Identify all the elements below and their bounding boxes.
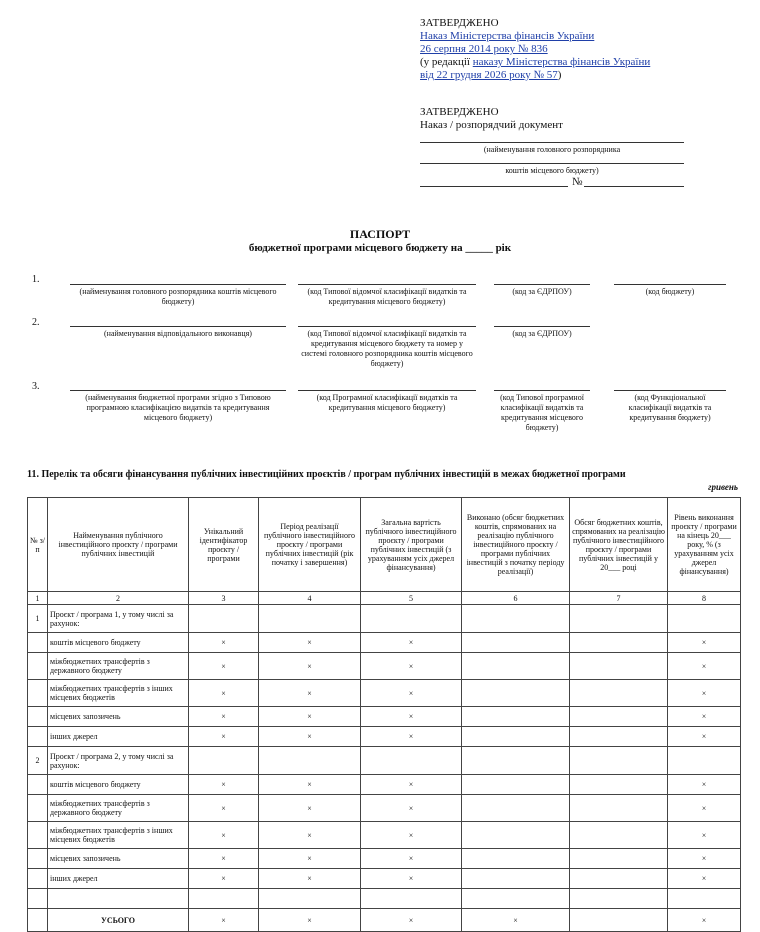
table-cell: × bbox=[668, 633, 741, 653]
source-row bbox=[28, 795, 741, 822]
table-cell: Проєкт / програма 1, у тому числі за рахунок: bbox=[48, 605, 189, 633]
table-cell bbox=[189, 605, 259, 633]
order-date-link[interactable]: 26 серпня 2014 року № 836 bbox=[420, 43, 548, 55]
table-cell bbox=[28, 849, 48, 869]
table-cell: × bbox=[361, 795, 462, 822]
table-cell: × bbox=[189, 849, 259, 869]
table-cell bbox=[361, 747, 462, 775]
table-cell bbox=[462, 605, 570, 633]
table-cell bbox=[570, 795, 668, 822]
header-cell: Унікальний ідентифікатор проєкту / програми bbox=[189, 498, 259, 592]
table-cell bbox=[570, 889, 668, 909]
table-cell bbox=[28, 680, 48, 707]
approval-second-subtitle: Наказ / розпорядчий документ bbox=[420, 119, 563, 131]
table-cell: × bbox=[259, 822, 361, 849]
source-row bbox=[28, 775, 741, 795]
table-cell bbox=[462, 869, 570, 889]
table-cell bbox=[570, 822, 668, 849]
manager-caption-2: коштів місцевого бюджету) bbox=[505, 166, 599, 175]
table-cell bbox=[259, 889, 361, 909]
header-cell: Рівень виконання проєкту / програми на кінець 20___ року, % (з урахуванням усіх джерел фінансування) bbox=[668, 498, 741, 592]
source-row bbox=[28, 653, 741, 680]
field-line bbox=[70, 326, 286, 327]
table-cell bbox=[361, 889, 462, 909]
table-cell bbox=[570, 747, 668, 775]
manager-line-1 bbox=[420, 142, 684, 143]
section-title: 11. Перелік та обсяги фінансування публічних інвестиційних проєктів / програм публічних інвестицій в межах бюджетної програми bbox=[27, 469, 626, 480]
table-cell bbox=[668, 605, 741, 633]
passport-subtitle: бюджетної програми місцевого бюджету на _____ рік bbox=[248, 242, 512, 254]
table-cell bbox=[570, 680, 668, 707]
table-cell bbox=[462, 633, 570, 653]
table-cell: інших джерел bbox=[48, 869, 189, 889]
header-cell: Обсяг бюджетних коштів, спрямованих на реалізацію публічного інвестиційного проєкту / програми публічних інвестицій у 20___ році bbox=[570, 498, 668, 592]
table-cell bbox=[259, 747, 361, 775]
table-cell bbox=[28, 795, 48, 822]
table-cell: × bbox=[462, 909, 570, 932]
edition-date-link[interactable]: від 22 грудня 2026 року № 57 bbox=[420, 69, 558, 81]
table-cell: × bbox=[259, 775, 361, 795]
table-cell: коштів місцевого бюджету bbox=[48, 775, 189, 795]
edition-order-link[interactable]: наказу Міністерства фінансів України bbox=[472, 56, 651, 68]
edition-suffix: ) bbox=[557, 69, 562, 81]
field-caption: (найменування головного розпорядника коштів місцевого бюджету) bbox=[79, 287, 277, 306]
column-number-cell: 5 bbox=[361, 592, 462, 605]
field-line bbox=[494, 326, 590, 327]
table-cell bbox=[462, 747, 570, 775]
table-cell bbox=[462, 889, 570, 909]
table-cell: × bbox=[189, 775, 259, 795]
table-cell: міжбюджетних трансфертів з інших місцевих бюджетів bbox=[48, 680, 189, 707]
empty-row bbox=[28, 889, 741, 909]
table-cell: × bbox=[668, 680, 741, 707]
table-cell: × bbox=[259, 795, 361, 822]
column-number-cell: 4 bbox=[259, 592, 361, 605]
table-cell: × bbox=[668, 707, 741, 727]
table-cell bbox=[189, 747, 259, 775]
field-line bbox=[298, 390, 476, 391]
column-number-cell: 8 bbox=[668, 592, 741, 605]
header-row bbox=[28, 498, 741, 592]
field-caption: (код за ЄДРПОУ) bbox=[512, 287, 572, 296]
table-cell: міжбюджетних трансфертів з державного бюджету bbox=[48, 653, 189, 680]
table-cell: × bbox=[259, 680, 361, 707]
number-line bbox=[584, 186, 684, 187]
table-cell: × bbox=[361, 727, 462, 747]
table-cell bbox=[570, 633, 668, 653]
field-caption: (код Типової відомчої класифікації видатків та кредитування місцевого бюджету та номер у системі головного розпорядника коштів місцевого бюджету) bbox=[301, 329, 473, 368]
projects-table bbox=[27, 497, 741, 932]
source-row bbox=[28, 869, 741, 889]
table-cell: × bbox=[259, 653, 361, 680]
table-cell bbox=[570, 707, 668, 727]
table-cell: × bbox=[668, 869, 741, 889]
table-cell: × bbox=[189, 795, 259, 822]
table-cell: 1 bbox=[28, 605, 48, 633]
table-cell: × bbox=[189, 822, 259, 849]
field-caption: (код Програмної класифікації видатків та кредитування місцевого бюджету) bbox=[316, 393, 458, 412]
table-cell bbox=[462, 680, 570, 707]
header-cell: Загальна вартість публічного інвестиційного проєкту / програми публічних інвестицій (з урахуванням усіх джерел фінансування) bbox=[361, 498, 462, 592]
approval-block bbox=[420, 17, 750, 82]
manager-caption-1: (найменування головного розпорядника bbox=[483, 145, 621, 154]
table-cell bbox=[462, 775, 570, 795]
source-row bbox=[28, 707, 741, 727]
table-cell bbox=[570, 727, 668, 747]
field-caption: (код за ЄДРПОУ) bbox=[512, 329, 572, 338]
table-cell bbox=[570, 849, 668, 869]
doc-line bbox=[420, 186, 568, 187]
edition-prefix: (у редакції bbox=[420, 56, 473, 68]
table-cell: місцевих запозичень bbox=[48, 849, 189, 869]
field-line bbox=[70, 390, 286, 391]
table-cell: × bbox=[668, 795, 741, 822]
source-row bbox=[28, 727, 741, 747]
table-cell bbox=[361, 605, 462, 633]
table-cell: × bbox=[361, 680, 462, 707]
header-cell: Період реалізації публічного інвестиційного проєкту / програми публічних інвестицій (рік початку і завершення) bbox=[259, 498, 361, 592]
project-row bbox=[28, 605, 741, 633]
table-cell: × bbox=[189, 727, 259, 747]
field-line bbox=[298, 326, 476, 327]
source-row bbox=[28, 633, 741, 653]
table-cell: × bbox=[259, 727, 361, 747]
field-caption: (код бюджету) bbox=[645, 287, 695, 296]
table-cell: × bbox=[361, 869, 462, 889]
table-cell: × bbox=[259, 869, 361, 889]
column-number-cell: 2 bbox=[48, 592, 189, 605]
table-cell bbox=[570, 775, 668, 795]
unit-label: гривень bbox=[708, 482, 738, 492]
field-caption: (код Типової програмної класифікації видатків та кредитування місцевого бюджету) bbox=[500, 393, 584, 432]
table-cell: × bbox=[361, 653, 462, 680]
table-cell: × bbox=[668, 775, 741, 795]
field-line bbox=[614, 284, 726, 285]
column-number-row bbox=[28, 592, 741, 605]
table-cell bbox=[462, 795, 570, 822]
column-number-cell: 6 bbox=[462, 592, 570, 605]
field-caption: (код Функціональної класифікації видатків та кредитування бюджету) bbox=[628, 393, 712, 422]
table-cell: інших джерел bbox=[48, 727, 189, 747]
table-cell: × bbox=[189, 869, 259, 889]
table-cell: × bbox=[361, 775, 462, 795]
table-cell bbox=[462, 653, 570, 680]
table-cell bbox=[28, 889, 48, 909]
table-cell: 2 bbox=[28, 747, 48, 775]
column-number-cell: 3 bbox=[189, 592, 259, 605]
field-line bbox=[614, 390, 726, 391]
approval-second-title: ЗАТВЕРДЖЕНО bbox=[420, 106, 499, 118]
table-cell bbox=[28, 653, 48, 680]
table-cell: × bbox=[361, 849, 462, 869]
table-cell bbox=[28, 633, 48, 653]
table-cell bbox=[570, 605, 668, 633]
table-cell: × bbox=[361, 909, 462, 932]
number-sign: № bbox=[572, 176, 583, 188]
table-cell: × bbox=[259, 849, 361, 869]
approval-title: ЗАТВЕРДЖЕНО bbox=[420, 17, 499, 29]
passport-title: ПАСПОРТ bbox=[349, 227, 411, 241]
table-cell bbox=[259, 605, 361, 633]
header-cell: Виконано (обсяг бюджетних коштів, спрямованих на реалізацію публічного інвестиційного проєкту / програми публічних інвестицій з початку періоду реалізації) bbox=[462, 498, 570, 592]
header-cell: № з/п bbox=[28, 498, 48, 592]
table-cell: × bbox=[189, 653, 259, 680]
table-cell bbox=[570, 653, 668, 680]
table-cell: × bbox=[361, 822, 462, 849]
table-cell: × bbox=[668, 822, 741, 849]
field-line bbox=[70, 284, 286, 285]
table-cell: × bbox=[259, 909, 361, 932]
column-number-cell: 1 bbox=[28, 592, 48, 605]
table-cell bbox=[668, 747, 741, 775]
table-cell: × bbox=[189, 633, 259, 653]
field-caption: (найменування бюджетної програми згідно з Типовою програмною класифікацією видатків та кредитування місцевого бюджету) bbox=[85, 393, 271, 422]
header-cell: Найменування публічного інвестиційного проєкту / програми публічних інвестицій bbox=[48, 498, 189, 592]
project-row bbox=[28, 747, 741, 775]
table-cell: × bbox=[668, 849, 741, 869]
source-row bbox=[28, 822, 741, 849]
table-cell: × bbox=[189, 680, 259, 707]
field-line bbox=[298, 284, 476, 285]
table-cell: міжбюджетних трансфертів з державного бюджету bbox=[48, 795, 189, 822]
table-cell bbox=[462, 727, 570, 747]
table-cell bbox=[668, 889, 741, 909]
table-cell: Проєкт / програма 2, у тому числі за рахунок: bbox=[48, 747, 189, 775]
table-cell bbox=[28, 727, 48, 747]
table-cell: УСЬОГО bbox=[48, 909, 189, 932]
table-cell: × bbox=[259, 633, 361, 653]
table-cell bbox=[570, 869, 668, 889]
field-caption: (найменування відповідального виконавця) bbox=[104, 329, 252, 338]
table-cell bbox=[28, 869, 48, 889]
table-cell: × bbox=[668, 653, 741, 680]
table-cell: × bbox=[668, 909, 741, 932]
column-number-cell: 7 bbox=[570, 592, 668, 605]
row-number: 2. bbox=[32, 317, 40, 328]
row-number: 3. bbox=[32, 381, 40, 392]
table-cell: × bbox=[259, 707, 361, 727]
table-cell: × bbox=[361, 633, 462, 653]
manager-line-2 bbox=[420, 163, 684, 164]
table-cell bbox=[28, 775, 48, 795]
table-cell: міжбюджетних трансфертів з інших місцевих бюджетів bbox=[48, 822, 189, 849]
table-cell bbox=[28, 822, 48, 849]
field-line bbox=[494, 284, 590, 285]
table-cell bbox=[48, 889, 189, 909]
field-line bbox=[494, 390, 590, 391]
table-cell bbox=[189, 889, 259, 909]
table-cell bbox=[462, 849, 570, 869]
ministry-order-link[interactable]: Наказ Міністерства фінансів України bbox=[420, 30, 595, 42]
table-cell: коштів місцевого бюджету bbox=[48, 633, 189, 653]
table-cell: місцевих запозичень bbox=[48, 707, 189, 727]
source-row bbox=[28, 680, 741, 707]
table-cell: × bbox=[189, 909, 259, 932]
source-row bbox=[28, 849, 741, 869]
table-cell: × bbox=[189, 707, 259, 727]
table-cell bbox=[28, 707, 48, 727]
row-number: 1. bbox=[32, 274, 40, 285]
field-caption: (код Типової відомчої класифікації видатків та кредитування місцевого бюджету) bbox=[307, 287, 467, 306]
table-cell: × bbox=[668, 727, 741, 747]
table-cell bbox=[462, 822, 570, 849]
table-cell: × bbox=[361, 707, 462, 727]
table-cell bbox=[462, 707, 570, 727]
